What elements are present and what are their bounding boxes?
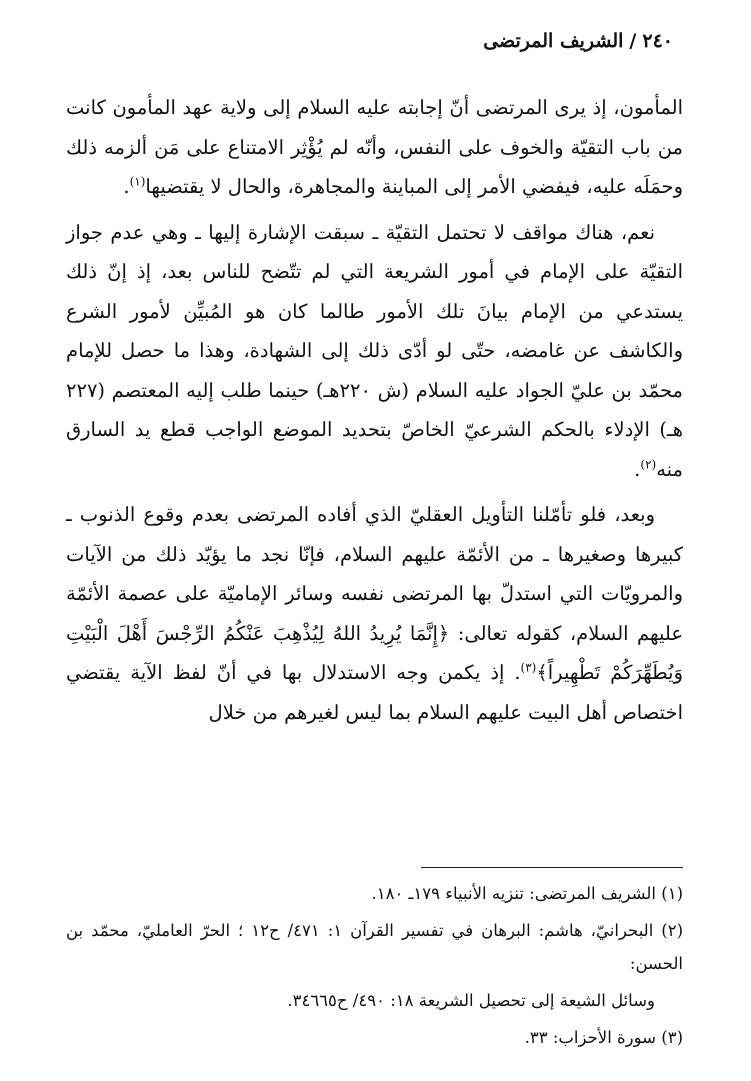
footnote-ref-2: (٢): [640, 457, 657, 471]
footnote-ref-1: (١): [129, 174, 146, 189]
footnote: (١) الشريف المرتضى: تنزيه الأنبياء ١٧٩ـ ١٨٠.: [371, 884, 683, 903]
paragraph-text: . إذ يكمن وجه الاستدلال بها في أنّ لفظ الآية يقتضي اختصاص أهل البيت عليهم السلام بما ليس لغيرهم من خلال: [66, 661, 683, 724]
paragraph-text: نعم، هناك مواقف لا تحتمل التقيّة ـ سبقت الإشارة إليها ـ وهي عدم جواز التقيّة على الإمام في أمور الشريعة التي لم تتّضح للناس بعد، إذ إنّ ذلك يستدعي من الإمام بيانَ تلك الأمور طالما كان هو المُبيِّن لأمور الشرع والكاشف عن غامضه، حتّى لو أدّى ذلك إلى الشهادة، وهذا ما حصل للإمام محمّد بن عليّ الجواد عليه السلام (ش ٢٢٠هـ) حينما طلب إليه المعتصم (٢٢٧ هـ) الإدلاء بالحكم الشرعيّ الخاصّ بتحديد الموضع الواجب قطع يد السارق منه: [66, 220, 683, 481]
page-header: [483, 30, 673, 52]
footnote: (٢) البحرانيّ، هاشم: البرهان في تفسير القرآن ١: ٤٧١/ ح١٢ ؛ الحرّ العامليّ، محمّد بن الحسن:: [66, 921, 683, 973]
running-title: الشريف المرتضى: [483, 30, 624, 52]
footnote-divider: [421, 867, 683, 868]
paragraph-end: .: [123, 175, 130, 198]
main-text: [66, 88, 683, 738]
header-separator: /: [629, 30, 637, 52]
paragraph-text: المأمون، إذ يرى المرتضى أنّ إجابته عليه السلام إلى ولاية عهد المأمون كانت من باب التقيّة والخوف على النفس، وأنّه لم يُؤْثِر الامتناع على مَن ألزمه ذلك وحمَلَه عليه، فيفضي الأمر إلى المباينة والمجاهرة، والحال لا يقتضيها: [66, 96, 683, 198]
footnotes: [66, 877, 683, 1058]
footnote: (٣) سورة الأحزاب: ٣٣.: [524, 1028, 683, 1047]
footnote-ref-3: (٣): [520, 660, 537, 675]
page-number: ٢٤٠: [642, 30, 673, 52]
paragraph: [66, 88, 683, 207]
paragraph: [66, 495, 683, 732]
footnote-continuation: وسائل الشيعة إلى تحصيل الشريعة ١٨: ٤٩٠/ ح٣٤٦٦٥.: [287, 991, 655, 1010]
paragraph-end: .: [634, 457, 641, 481]
paragraph: [66, 213, 683, 490]
paragraph-text: وبعد، فلو تأمّلنا التأويل العقليّ الذي أفاده المرتضى بعدم وقوع الذنوب ـ كبيرها وصغيرها ـ من الأئمّة عليهم السلام، فإنّا نجد ما يؤيّد ذلك من الآيات والمرويّات التي استدلّ بها المرتضى نفسه وسائر الإماميّة على عصمة الأئمّة عليهم السلام، كقوله تعالى: ﴿إِنَّمَا يُرِيدُ اللهُ لِيُذْهِبَ عَنْكُمُ الرِّجْسَ أَهْلَ الْبَيْتِ وَيُطَهِّرَكُمْ تَطْهِيراً﴾: [66, 503, 683, 684]
